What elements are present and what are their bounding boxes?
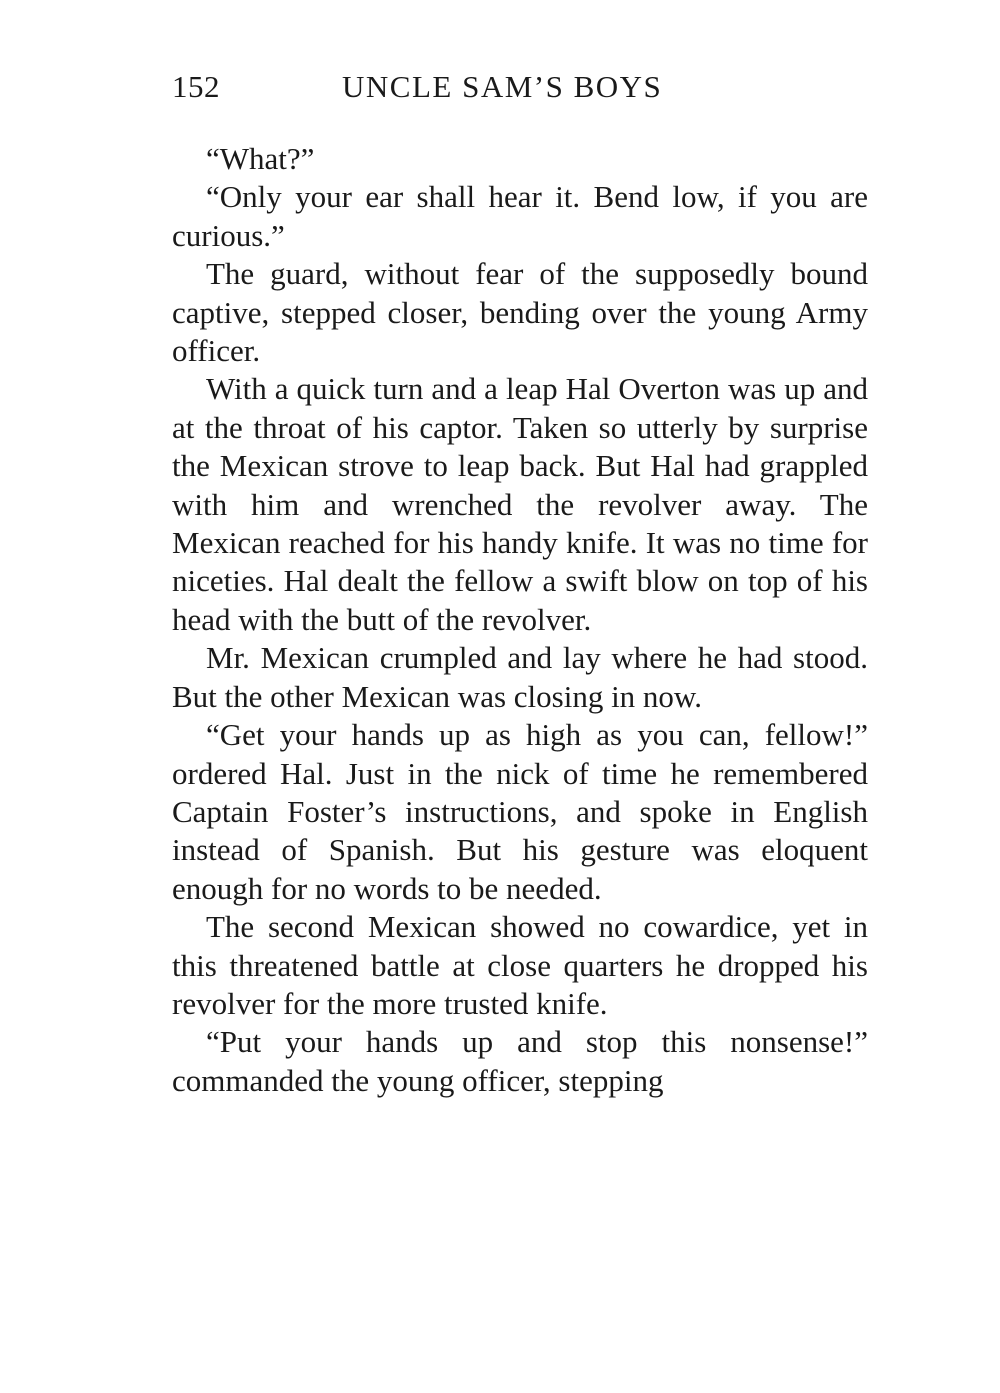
paragraph-stop-this-nonsense: “Put your hands up and stop this nonsense!” commanded the young officer, stepping (172, 1024, 868, 1098)
page-number: 152 (172, 69, 220, 104)
paragraph-guard-stepped-closer: The guard, without fear of the supposedly bound captive, stepped closer, bending over the young Army officer. (172, 256, 868, 369)
running-title: UNCLE SAM’S BOYS (342, 69, 663, 104)
paragraph-hands-up-order: “Get your hands up as high as you can, fellow!” ordered Hal. Just in the nick of time he remembered Captain Foster’s instructions, and spoke in English instead of Spanish. But his gesture was eloquent enough for no words to be needed. (172, 717, 868, 906)
paragraph-second-mexican: The second Mexican showed no cowardice, yet in this threatened battle at close quarters he dropped his revolver for the more trusted knife. (172, 909, 868, 1021)
paragraph-what: “What?” (206, 141, 315, 176)
page-header (172, 64, 872, 110)
paragraph-hal-leaps: With a quick turn and a leap Hal Overton was up and at the throat of his captor. Taken so utterly by surprise the Mexican strove to leap back. But Hal had grappled with him and wrenched the revolver away. The Mexican reached for his handy knife. It was no time for niceties. Hal dealt the fellow a swift blow on top of his head with the butt of the revolver. (172, 371, 868, 637)
body-text (172, 140, 868, 1100)
paragraph-only-your-ear: “Only your ear shall hear it. Bend low, if you are curious.” (172, 179, 868, 253)
paragraph-mexican-crumpled: Mr. Mexican crumpled and lay where he had stood. But the other Mexican was closing in now. (172, 640, 868, 714)
